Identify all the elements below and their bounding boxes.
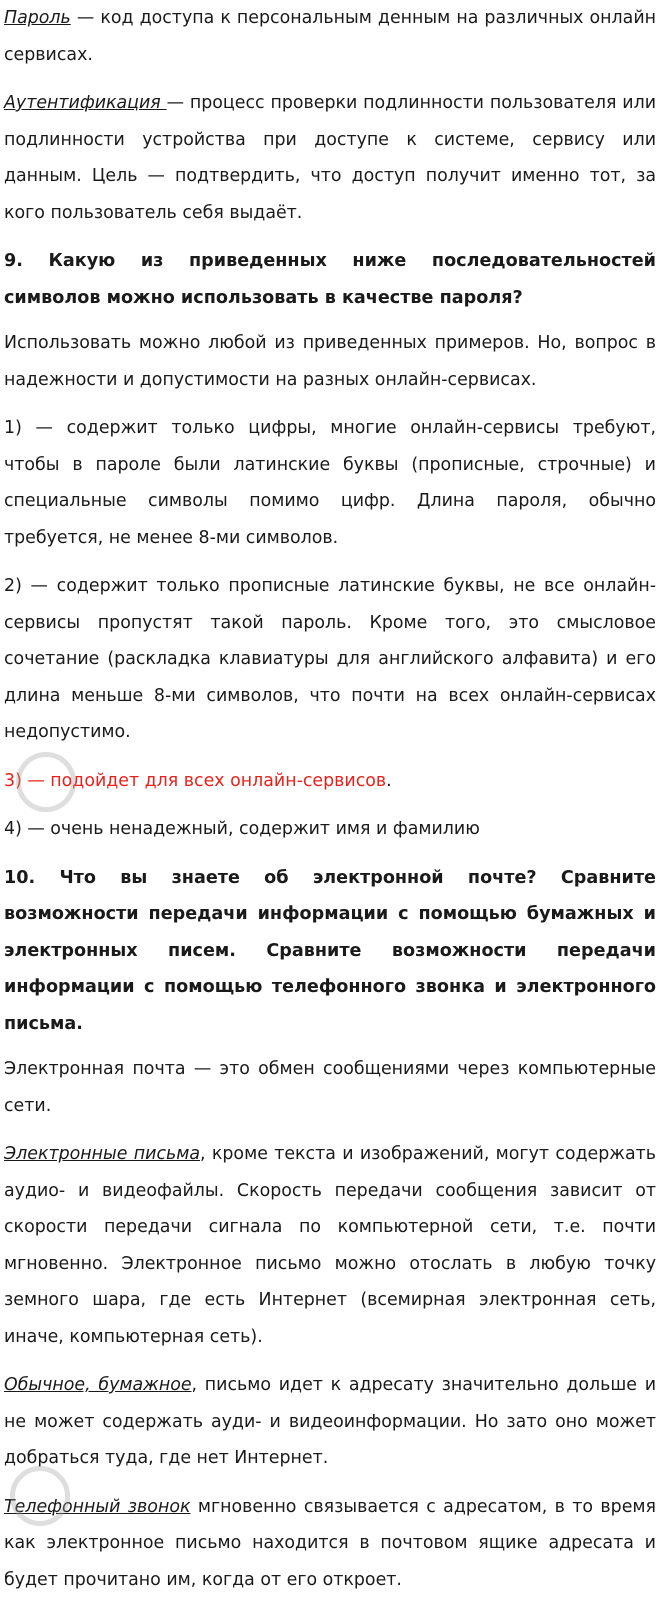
- question-9-heading: 9. Какую из приведенных ниже последовательностей символов можно использовать в качестве пароля?: [4, 251, 656, 308]
- phone-call-text: мгновенно связывается с адресатом, в то время как электронное письмо находится в почтовом ящике адресата и будет прочитано им, когда от его откроет.: [4, 1496, 656, 1590]
- password-term: Пароль: [4, 8, 71, 28]
- electronic-letters-term: Электронные письма: [4, 1144, 201, 1164]
- question-10-heading: 10. Что вы знаете об электронной почте? Сравните возможности передачи информации с помощью бумажных и электронных писем. Сравните возможности передачи информации с помощью телефонного звонка и электронного письма.: [4, 867, 656, 1034]
- paper-letters-text: , письмо идет к адресату значительно дольше и не может содержать ауди- и видеоинформации. Но зато оно может добраться туда, где нет Интернет.: [4, 1375, 657, 1468]
- authentication-definition: [4, 85, 656, 231]
- question-9-item-3-highlight: 3) — подойдет для всех онлайн-сервисов: [4, 770, 387, 791]
- question-9-item-1: 1) — содержит только цифры, многие онлайн-сервисы требуют, чтобы в пароле были латинские буквы (прописные, строчные) и специальные символы помимо цифр. Длина пароля, обычно требуется, не менее 8-ми символов.: [4, 418, 656, 548]
- electronic-letters-paragraph: [4, 1136, 656, 1355]
- password-definition-text: — код доступа к персональным денным на различных онлайн сервисах.: [4, 8, 656, 65]
- electronic-letters-text: , кроме текста и изображений, могут содержать аудио- и видеофайлы. Скорость передачи сообщения зависит от скорости передачи сигнала по компьютерной сети, т.е. почти мгновенно. Электронное письмо можно отослать в любую точку земного шара, где есть Интернет (всемирная электронная сеть, иначе, компьютерная сеть).: [4, 1144, 656, 1347]
- question-9-answer-intro: Использовать можно любой из приведенных примеров. Но, вопрос в надежности и допустимости на разных онлайн-сервисах.: [4, 333, 656, 390]
- question-9-item-3-period: .: [386, 770, 392, 791]
- password-definition: [4, 0, 656, 73]
- phone-call-term: Телефонный звонок: [4, 1496, 191, 1517]
- question-9-item-4: 4) — очень ненадежный, содержит имя и фамилию: [4, 819, 480, 839]
- email-definition: Электронная почта — это обмен сообщениями через компьютерные сети.: [4, 1059, 656, 1116]
- document-page: [4, 0, 656, 1610]
- phone-call-paragraph: [4, 1489, 656, 1599]
- paper-letters-term: Обычное, бумажное: [4, 1375, 192, 1395]
- paper-letters-paragraph: [4, 1367, 656, 1477]
- question-9-item-2: 2) — содержит только прописные латинские буквы, не все онлайн-сервисы пропустят такой пароль. Кроме того, это смысловое сочетание (раскладка клавиатуры для английского алфавита) и его длина меньше 8-ми символов, что почти на всех онлайн-сервисах недопустимо.: [4, 576, 656, 742]
- question-9-item-3: [4, 763, 656, 800]
- authentication-definition-text: — процесс проверки подлинности пользователя или подлинности устройства при доступе к системе, сервису или данным. Цель — подтвердить, что доступ получит именно тот, за кого пользователь себя выдаёт.: [4, 93, 656, 223]
- authentication-term: Аутентификация: [4, 93, 167, 113]
